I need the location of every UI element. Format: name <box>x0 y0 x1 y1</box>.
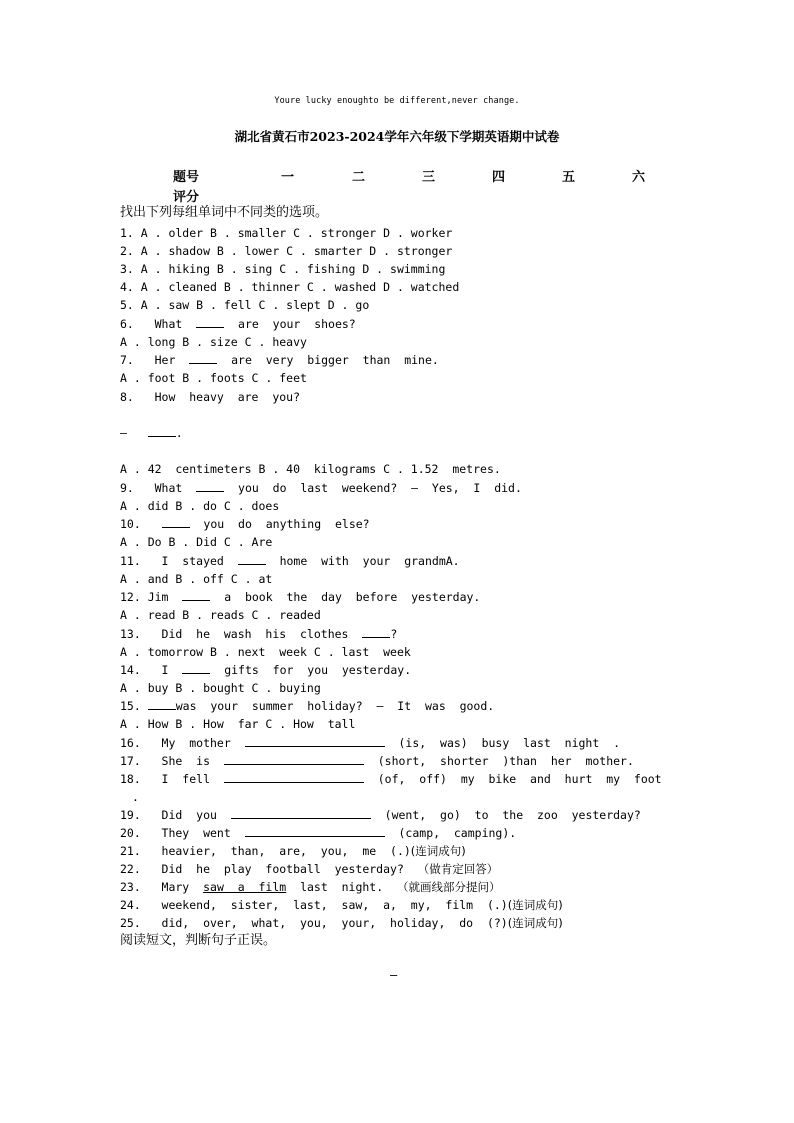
question-10: 10. you do anything else? <box>120 517 370 531</box>
page-title: 湖北省黄石市2023-2024学年六年级下学期英语期中试卷 <box>234 129 560 144</box>
score-col-4: 四 <box>492 170 506 185</box>
question-15: 15. was your summer holiday? — It was good. <box>120 699 495 713</box>
score-col-2: 二 <box>352 170 366 185</box>
answer-blank <box>189 353 217 364</box>
question-24: 24. weekend, sister, last, saw, a, my, film (.)(连词成句) <box>120 898 563 912</box>
question-7-options: A . foot B . foots C . feet <box>120 371 307 385</box>
question-11: 11. I stayed home with your grandmA. <box>120 554 460 568</box>
question-13-options: A . tomorrow B . next week C . last week <box>120 645 411 659</box>
score-table-header <box>0 166 794 206</box>
question-11-options: A . and B . off C . at <box>120 572 273 586</box>
question-23: 23. Mary saw a film last night. （就画线部分提问） <box>120 880 501 894</box>
question-8-answer-line: — . <box>120 426 183 440</box>
question-6: 6. What are your shoes? <box>120 317 356 331</box>
answer-blank <box>182 590 210 601</box>
question-13: 13. Did he wash his clothes ? <box>120 627 398 641</box>
question-16: 16. My mother (is, was) busy last night . <box>120 736 621 750</box>
question-6-options: A . long B . size C . heavy <box>120 335 307 349</box>
question-9-options: A . did B . do C . does <box>120 499 280 513</box>
question-4: 4. A . cleaned B . thinner C . washed D . watched <box>120 280 460 294</box>
question-3: 3. A . hiking B . sing C . fishing D . swimming <box>120 262 446 276</box>
question-12: 12. Jim a book the day before yesterday. <box>120 590 481 604</box>
answer-blank <box>224 754 364 765</box>
score-col-1: 一 <box>281 170 295 185</box>
page-number-mark: — <box>390 968 398 982</box>
motto: Youre lucky enoughto be different,never change. <box>274 96 520 106</box>
answer-blank <box>196 317 224 328</box>
score-label-item: 题号 <box>173 170 200 185</box>
answer-blank <box>224 772 364 783</box>
answer-blank <box>245 826 385 837</box>
question-5: 5. A . saw B . fell C . slept D . go <box>120 298 370 312</box>
question-15-options: A . How B . How far C . How tall <box>120 717 356 731</box>
question-12-options: A . read B . reads C . readed <box>120 608 321 622</box>
question-10-options: A . Do B . Did C . Are <box>120 535 273 549</box>
question-25: 25. did, over, what, you, your, holiday, do (?)(连词成句) <box>120 916 563 930</box>
question-9: 9. What you do last weekend? — Yes, I did. <box>120 481 522 495</box>
answer-blank <box>148 426 176 437</box>
question-2: 2. A . shadow B . lower C . smarter D . stronger <box>120 244 453 258</box>
question-21: 21. heavier, than, are, you, me (.)(连词成句) <box>120 844 466 858</box>
score-col-3: 三 <box>422 170 436 185</box>
answer-blank <box>238 554 266 565</box>
answer-blank <box>245 736 385 747</box>
section1-title: 找出下列每组单词中不同类的选项。 <box>120 205 329 220</box>
score-label-score: 评分 <box>173 190 200 205</box>
question-22: 22. Did he play football yesterday? （做肯定回答） <box>120 862 499 876</box>
answer-blank <box>148 699 176 710</box>
question-8-options: A . 42 centimeters B . 40 kilograms C . 1.52 metres. <box>120 462 501 476</box>
question-7: 7. Her are very bigger than mine. <box>120 353 439 367</box>
question-14-options: A . buy B . bought C . buying <box>120 681 321 695</box>
question-8: 8. How heavy are you? <box>120 390 301 404</box>
underlined-phrase: saw a film <box>203 880 287 894</box>
score-col-5: 五 <box>562 170 576 185</box>
question-1: 1. A . older B . smaller C . stronger D . worker <box>120 226 453 240</box>
answer-blank <box>162 517 190 528</box>
question-14: 14. I gifts for you yesterday. <box>120 663 412 677</box>
question-18-end: . <box>132 790 139 804</box>
answer-blank <box>231 808 371 819</box>
score-col-6: 六 <box>632 170 646 185</box>
answer-blank <box>196 481 224 492</box>
section2-title: 阅读短文，判断句子正误。 <box>120 933 277 948</box>
question-19: 19. Did you (went, go) to the zoo yesterday? <box>120 808 641 822</box>
question-20: 20. They went (camp, camping). <box>120 826 517 840</box>
question-18: 18. I fell (of, off) my bike and hurt my foot <box>120 772 662 786</box>
answer-blank <box>362 627 390 638</box>
question-17: 17. She is (short, shorter )than her mother. <box>120 754 634 768</box>
answer-blank <box>182 663 210 674</box>
